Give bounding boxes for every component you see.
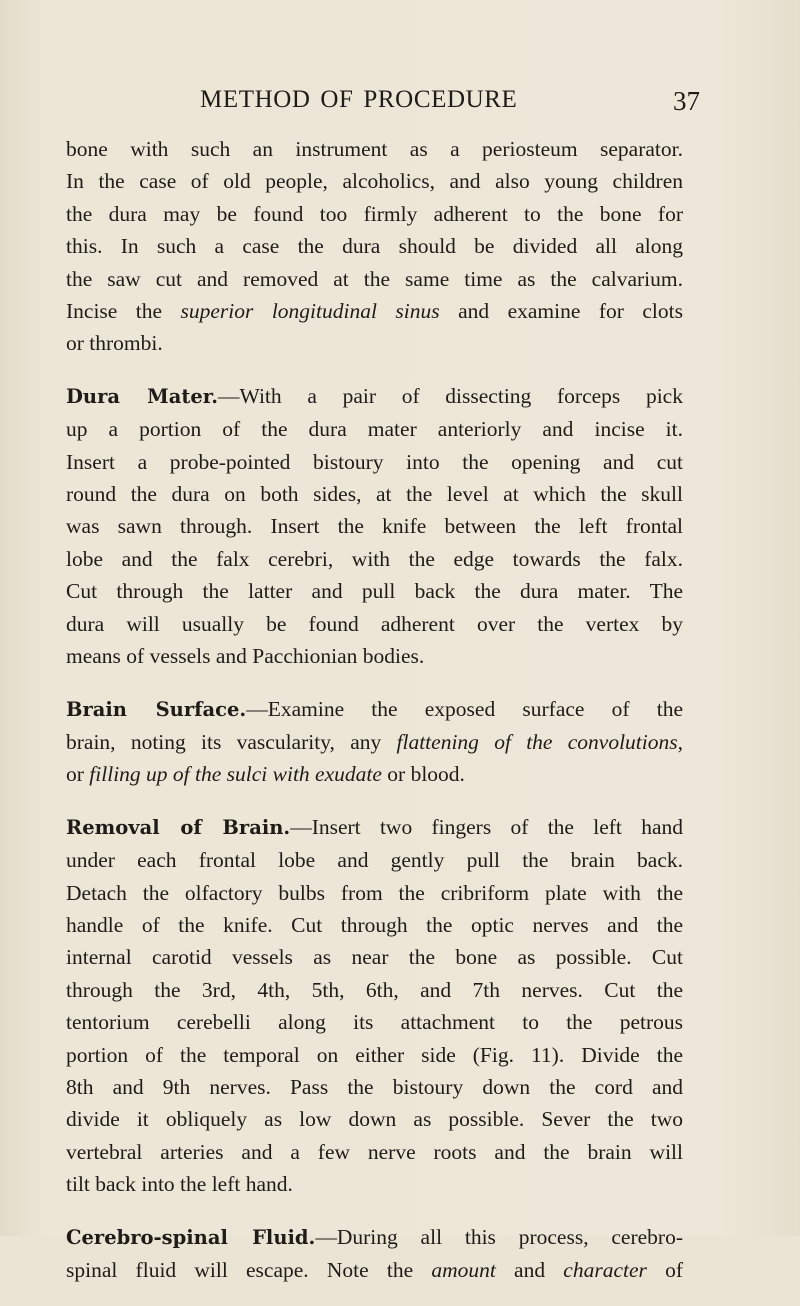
text-line: [66, 758, 683, 790]
paragraph-calvarium: [66, 133, 683, 360]
text-fragment: brain, noting its vascularity, any: [66, 729, 397, 754]
text-line: dura will usually be found adherent over the vertex by: [66, 611, 683, 636]
body-text: [66, 133, 683, 1306]
text-line: internal carotid vessels as near the bone as possible. Cut: [66, 945, 683, 970]
text-line: round the dura on both sides, at the level at which the skull: [66, 482, 683, 507]
section-heading: Cerebro-spinal Fluid.: [66, 1225, 316, 1249]
text-line: [66, 811, 683, 844]
section-heading: Dura Mater.: [66, 384, 219, 408]
italic-term: flattening of the convolutions,: [396, 729, 683, 754]
page-header: [200, 86, 700, 126]
text-fragment: Incise the: [66, 299, 181, 324]
text-line: [66, 1221, 683, 1254]
text-line: the dura may be found too firmly adherent to the bone for: [66, 201, 683, 226]
paragraph-removal-of-brain: [66, 811, 683, 1201]
text-line: handle of the knife. Cut through the optic nerves and the: [66, 912, 683, 937]
text-fragment: and: [495, 1258, 564, 1282]
text-line: [66, 693, 683, 726]
text-line: divide it obliquely as low down as possible. Sever the two: [66, 1107, 683, 1132]
running-head: METHOD OF PROCEDURE: [200, 86, 518, 113]
text-line: In the case of old people, alcoholics, and also young children: [66, 169, 683, 194]
italic-term: filling up of the sulci with exudate: [89, 762, 382, 787]
text-fragment: of: [646, 1258, 683, 1282]
text-line: means of vessels and Pacchionian bodies.: [66, 644, 425, 669]
text-line: [66, 380, 683, 413]
text-fragment: or: [66, 762, 90, 787]
page-number: 37: [673, 86, 700, 116]
text-line: 8th and 9th nerves. Pass the bistoury down the cord and: [66, 1074, 683, 1099]
italic-term: character: [563, 1258, 647, 1282]
text-fragment: —With a pair of dissecting forceps pick: [218, 383, 683, 408]
text-line: portion of the temporal on either side (Fig. 11). Divide the: [66, 1042, 683, 1067]
text-line: under each frontal lobe and gently pull the brain back.: [66, 848, 683, 873]
text-line: Detach the olfactory bulbs from the cribriform plate with the: [66, 880, 683, 905]
text-line: Cut through the latter and pull back the dura mater. The: [66, 579, 683, 604]
text-fragment: —During all this process, cerebro-: [315, 1224, 683, 1249]
section-heading: Brain Surface.: [66, 697, 247, 721]
text-line: this. In such a case the dura should be divided all along: [66, 234, 683, 259]
text-line: bone with such an instrument as a periosteum separator.: [66, 137, 683, 161]
text-fragment: —Insert two fingers of the left hand: [290, 814, 683, 839]
text-line: [66, 726, 683, 758]
text-line: lobe and the falx cerebri, with the edge towards the falx.: [66, 546, 683, 571]
text-line: or thrombi.: [66, 331, 163, 356]
text-line: tentorium cerebelli along its attachment to the petrous: [66, 1010, 683, 1035]
paragraph-brain-surface: [66, 693, 683, 791]
text-line: [66, 295, 683, 327]
section-heading: Removal of Brain.: [66, 815, 291, 839]
paragraph-cerebro-spinal-fluid: [66, 1221, 683, 1287]
italic-term: superior longitudinal sinus: [180, 299, 440, 324]
text-fragment: and examine for clots: [439, 299, 683, 324]
text-line: the saw cut and removed at the same time as the calvarium.: [66, 266, 683, 291]
text-line: tilt back into the left hand.: [66, 1172, 293, 1197]
paragraph-dura-mater: [66, 380, 683, 673]
text-fragment: or blood.: [381, 762, 465, 787]
text-line: vertebral arteries and a few nerve roots and the brain will: [66, 1139, 683, 1164]
text-line: [66, 1254, 683, 1286]
text-fragment: spinal fluid will escape. Note the: [66, 1258, 432, 1282]
text-fragment: —Examine the exposed surface of the: [246, 696, 684, 721]
text-line: was sawn through. Insert the knife between the left frontal: [66, 514, 683, 539]
italic-term: amount: [431, 1258, 496, 1282]
text-line: Insert a probe-pointed bistoury into the opening and cut: [66, 449, 683, 474]
text-line: up a portion of the dura mater anteriorly and incise it.: [66, 417, 683, 442]
text-line: through the 3rd, 4th, 5th, 6th, and 7th nerves. Cut the: [66, 977, 683, 1002]
